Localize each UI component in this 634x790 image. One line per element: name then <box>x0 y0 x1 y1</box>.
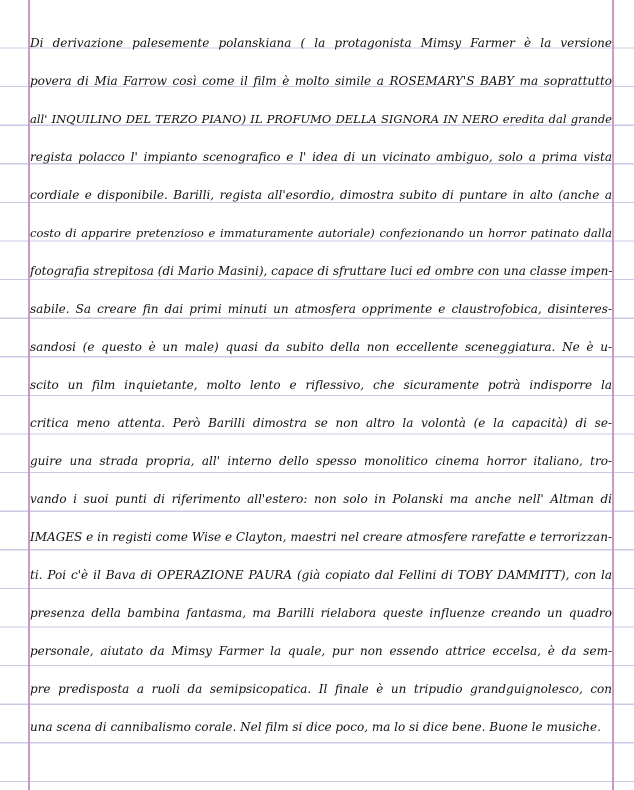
text-line: scito un film inquietante, molto lento e riflessivo, che sicuramente potrà indisporre la <box>30 378 612 392</box>
text-line: una scena di cannibalismo corale. Nel film si dice poco, ma lo si dice bene. Buone le musiche. <box>30 720 601 734</box>
text-line: povera di Mia Farrow così come il film è molto simile a ROSEMARY'S BABY ma soprattutto <box>30 74 612 88</box>
text-line: sabile. Sa creare fin dai primi minuti un atmosfera opprimente e claustrofobica, disinteres- <box>30 302 612 316</box>
text-line: all' INQUILINO DEL TERZO PIANO) IL PROFUMO DELLA SIGNORA IN NERO eredita dal grande <box>30 112 612 126</box>
text-line: personale, aiutato da Mimsy Farmer la quale, pur non essendo attrice eccelsa, è da sem- <box>30 644 612 658</box>
text-line: vando i suoi punti di riferimento all'estero: non solo in Polanski ma anche nell' Altman di <box>30 492 612 506</box>
text-line: cordiale e disponibile. Barilli, regista all'esordio, dimostra subito di puntare in alto (anche a <box>30 188 612 202</box>
text-line: Di derivazione palesemente polanskiana ( la protagonista Mimsy Farmer è la versione <box>30 36 612 50</box>
text-line: IMAGES e in registi come Wise e Clayton, maestri nel creare atmosfere rarefatte e terrorizzan- <box>30 530 612 544</box>
text-line: regista polacco l' impianto scenografico e l' idea di un vicinato ambiguo, solo a prima vista <box>30 150 612 164</box>
text-line: presenza della bambina fantasma, ma Barilli rielabora queste influenze creando un quadro <box>30 606 612 620</box>
right-margin-line <box>612 0 614 790</box>
text-line: guire una strada propria, all' interno dello spesso monolitico cinema horror italiano, tro- <box>30 454 612 468</box>
text-line: costo di apparire pretenzioso e immaturamente autoriale) confezionando un horror patinato dalla <box>30 226 612 240</box>
text-line: ti. Poi c'è il Bava di OPERAZIONE PAURA (già copiato dal Fellini di TOBY DAMMITT), con la <box>30 568 612 582</box>
text-line: sandosi (e questo è un male) quasi da subito della non eccellente sceneggiatura. Ne è u- <box>30 340 612 354</box>
handwritten-text <box>30 24 612 746</box>
text-line: critica meno attenta. Però Barilli dimostra se non altro la volontà (e la capacità) di se- <box>30 416 612 430</box>
text-line: fotografia strepitosa (di Mario Masini), capace di sfruttare luci ed ombre con una classe impen- <box>30 264 612 278</box>
text-line: pre predisposta a ruoli da semipsicopatica. Il finale è un tripudio grandguignolesco, con <box>30 682 612 696</box>
